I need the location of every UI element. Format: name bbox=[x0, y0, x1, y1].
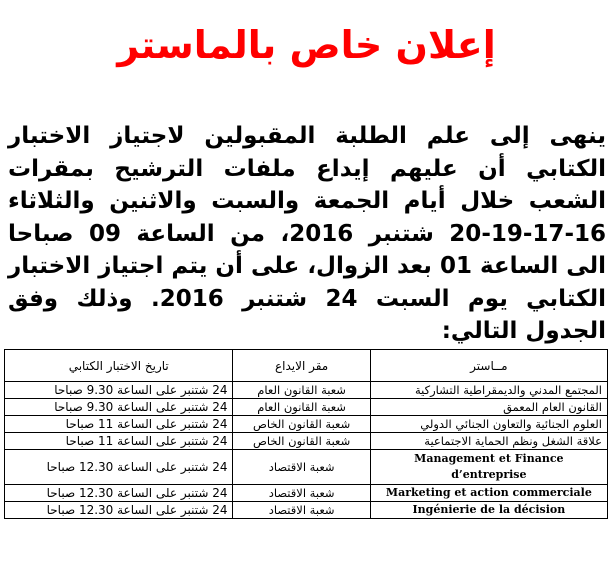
master-name: Management et Finance d’entreprise bbox=[370, 450, 607, 485]
deposit-seat: شعبة القانون العام bbox=[233, 399, 370, 416]
exam-schedule-table bbox=[4, 349, 608, 519]
master-name: العلوم الجنائية والتعاون الجنائي الدولي bbox=[370, 416, 607, 433]
deposit-seat: شعبة القانون الخاص bbox=[233, 416, 370, 433]
deposit-seat: شعبة القانون العام bbox=[233, 382, 370, 399]
announcement-title: إعلان خاص بالماستر bbox=[117, 23, 496, 67]
master-name: Marketing et action commerciale bbox=[370, 485, 607, 502]
table-row bbox=[5, 450, 608, 485]
header-seat: مقر الايداع bbox=[233, 350, 370, 382]
table-row bbox=[5, 416, 608, 433]
table-row bbox=[5, 382, 608, 399]
table-row bbox=[5, 433, 608, 450]
master-name: علاقة الشغل ونظم الحماية الاجتماعية bbox=[370, 433, 607, 450]
header-master: مــاستر bbox=[370, 350, 607, 382]
table-row bbox=[5, 485, 608, 502]
announcement-body: ينهى إلى علم الطلبة المقبولين لاجتياز الاختبار الكتابي أن عليهم إيداع ملفات الترشيح بمقرات الشعب خلال أيام الجمعة والسبت والاثنين والثلاثاء 16-17-19-20 شتنبر 2016، من الساعة 09 صباحا الى الساعة 01 بعد الزوال، على أن يتم اجتياز الاختبار الكتابي يوم السبت 24 شتنبر 2016. وذلك وفق الجدول التالي: bbox=[7, 123, 607, 344]
master-name: Ingénierie de la décision bbox=[370, 502, 607, 519]
table-row bbox=[5, 399, 608, 416]
deposit-seat: شعبة الاقتصاد bbox=[233, 502, 370, 519]
deposit-seat: شعبة الاقتصاد bbox=[233, 485, 370, 502]
exam-date: 24 شتنبر على الساعة 9.30 صباحا bbox=[5, 399, 233, 416]
table-header-row bbox=[5, 350, 608, 382]
header-date: تاريخ الاختبار الكتابي bbox=[5, 350, 233, 382]
deposit-seat: شعبة القانون الخاص bbox=[233, 433, 370, 450]
deposit-seat: شعبة الاقتصاد bbox=[233, 450, 370, 485]
master-name: المجتمع المدني والديمقراطية التشاركية bbox=[370, 382, 607, 399]
exam-date: 24 شتنبر على الساعة 12.30 صباحا bbox=[5, 485, 233, 502]
exam-date: 24 شتنبر على الساعة 12.30 صباحا bbox=[5, 450, 233, 485]
exam-date: 24 شتنبر على الساعة 11 صباحا bbox=[5, 416, 233, 433]
exam-date: 24 شتنبر على الساعة 11 صباحا bbox=[5, 433, 233, 450]
master-name: القانون العام المعمق bbox=[370, 399, 607, 416]
exam-date: 24 شتنبر على الساعة 12.30 صباحا bbox=[5, 502, 233, 519]
table-row bbox=[5, 502, 608, 519]
exam-date: 24 شتنبر على الساعة 9.30 صباحا bbox=[5, 382, 233, 399]
